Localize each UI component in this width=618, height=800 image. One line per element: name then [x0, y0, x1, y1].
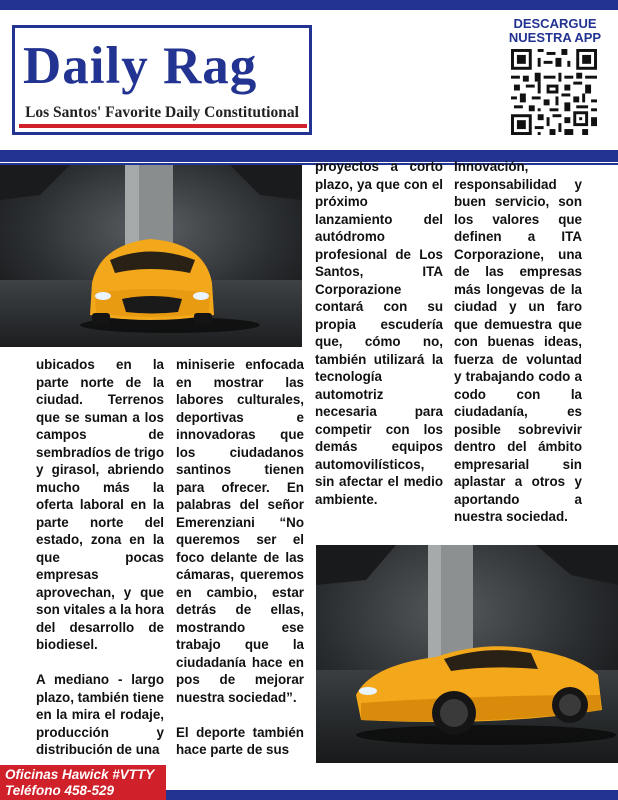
article-column-4: [454, 158, 582, 543]
photo-car-front: [0, 165, 302, 347]
masthead-tagline: Los Santos' Favorite Daily Constitutional: [25, 104, 299, 121]
top-color-bar: [0, 0, 618, 10]
column-1-paragraph-2: A mediano - largo plazo, también tiene en la mira el rodaje, producción y distribución de una: [36, 672, 164, 757]
tagline-underline: [19, 124, 307, 128]
article-column-2: [176, 356, 304, 776]
app-cta-line1: DESCARGUE: [513, 16, 597, 31]
footer-phone: Teléfono 458-529: [5, 783, 115, 798]
download-app-callout: [495, 17, 615, 45]
app-cta-line2: NUESTRA APP: [508, 30, 602, 45]
article-column-3: [315, 158, 443, 526]
column-4-paragraph-1: Innovación, responsabilidad y buen servicio, son los valores que definen a ITA Corporazione, una de las empresas más longevas de la ciudad y un faro que demuestra que con buenas ideas, fuerza de voluntad y trabajando codo a codo con la ciudadanía, es posible sobrevivir dentro del ámbito empresarial sin aplastar a otros y aportando a nuestra sociedad.: [454, 159, 582, 524]
photo-car-side: [316, 545, 618, 763]
newspaper-logo: Daily Rag: [23, 37, 258, 95]
column-1-paragraph-1: ubicados en la parte norte de la ciudad. Terrenos que se suman a los campos de sembradíos de trigo y girasol, abriendo mucho más la oferta laboral en la parte norte del estado, zona en la que pocas empresas aprovechan, y que son vitales a la hora del desarrollo de biodiesel.: [36, 357, 165, 652]
qr-code-icon[interactable]: [511, 49, 597, 135]
article-column-1: [36, 356, 164, 776]
column-2-paragraph-2: El deporte también hace parte de sus: [176, 724, 304, 757]
footer-band: [166, 790, 618, 800]
footer-office-address: Oficinas Hawick #VTTY: [5, 767, 155, 782]
footer-contact-box: [0, 765, 166, 800]
column-3-paragraph-1: proyectos a corto plazo, ya que con el próximo lanzamiento del autódromo profesional de Los Santos, ITA Corporazione contará con su propia escudería que, cómo no, también utilizará la tecnología automotriz necesaria para competir con los demás equipos automovilísticos, sin afectar el medio ambiente.: [315, 159, 443, 507]
masthead: [12, 25, 312, 135]
column-2-paragraph-1: miniserie enfocada en mostrar las labores culturales, deportivas e innovadoras que los ciudadanos santinos tienen para ofrecer. En palabras del señor Emerenziani “No queremos ser el foco delante de las cámaras, queremos en cambio, estar detrás de ellas, mostrando ese trabajo que la ciudadanía hace en pos de mejorar nuestra sociedad”.: [176, 357, 304, 705]
